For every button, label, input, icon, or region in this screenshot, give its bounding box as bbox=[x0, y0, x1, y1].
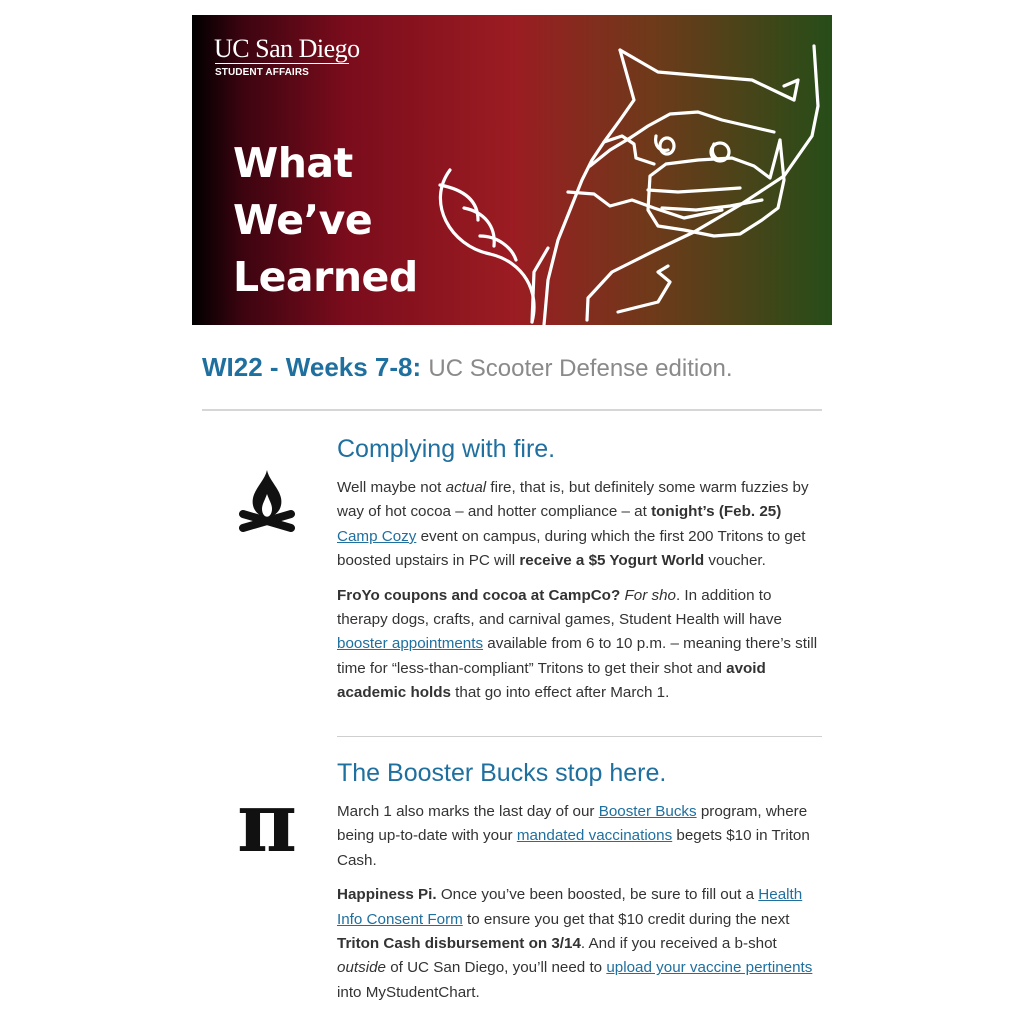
text-run: begets $10 in Triton Cash. bbox=[337, 827, 810, 869]
text-run: event on campus, during which the first 200 Tritons to get boosted upstairs in PC will bbox=[337, 527, 806, 570]
text-run: into MyStudentChart. bbox=[337, 983, 480, 1001]
article-title: The Booster Bucks stop here. bbox=[337, 759, 667, 787]
text-run: Well maybe not bbox=[337, 479, 446, 496]
booster-bucks-link[interactable]: Booster Bucks bbox=[598, 803, 697, 820]
text-run: available from 6 to 10 p.m. – meaning there’s still time for “less-than-compliant” Tritons to get their shot and bbox=[337, 635, 818, 677]
text-run: program, where being up-to-date with your bbox=[337, 803, 808, 845]
ucsd-logo-subtitle: STUDENT AFFAIRS bbox=[215, 67, 309, 78]
text-run: . And if you received a b-shot bbox=[580, 935, 777, 953]
newsletter-banner bbox=[192, 15, 832, 325]
mandated-vaccinations-link[interactable]: mandated vaccinations bbox=[516, 827, 673, 845]
bold-text: FroYo coupons and cocoa at CampCo? bbox=[337, 586, 621, 604]
emphasis-text: actual bbox=[445, 479, 487, 496]
text-run: fire, that is, but definitely some warm fuzzies by way of hot cocoa – and hotter compliance – at bbox=[337, 479, 809, 521]
camp-cozy-link[interactable]: Camp Cozy bbox=[337, 527, 417, 545]
article-paragraph bbox=[337, 800, 824, 873]
banner-title-line: What bbox=[233, 139, 353, 187]
triton-mascot-illustration bbox=[422, 40, 832, 325]
pi-icon bbox=[236, 793, 298, 857]
upload-vaccine-pertinents-link[interactable]: upload your vaccine pertinents bbox=[606, 959, 813, 977]
emphasis-text: For sho bbox=[624, 586, 676, 604]
section-divider bbox=[202, 409, 822, 411]
banner-title-line: We’ve bbox=[233, 196, 373, 244]
text-run: . In addition to therapy dogs, crafts, and carnival games, Student Health will have bbox=[337, 586, 782, 629]
text-run: to ensure you get that $10 credit during the next bbox=[462, 910, 790, 928]
text-run: that go into effect after March 1. bbox=[450, 684, 670, 702]
banner-title-line: Learned bbox=[233, 253, 418, 301]
edition-subtitle: UC Scooter Defense edition. bbox=[428, 355, 733, 382]
article-divider bbox=[337, 736, 822, 737]
article-title: Complying with fire. bbox=[337, 435, 556, 463]
bold-text: tonight’s (Feb. 25) bbox=[651, 503, 782, 521]
logo-rule bbox=[215, 63, 349, 64]
bold-text: avoid academic holds bbox=[337, 659, 766, 702]
article-paragraph bbox=[337, 476, 824, 574]
article-paragraph bbox=[337, 584, 824, 706]
pi-glyph: π bbox=[236, 793, 298, 857]
text-run: March 1 also marks the last day of our bbox=[337, 803, 599, 820]
campfire-icon bbox=[236, 470, 298, 534]
bold-text: Happiness Pi. bbox=[337, 886, 437, 904]
text-run: voucher. bbox=[704, 552, 766, 570]
ucsd-logo-wordmark: UC San Diego bbox=[214, 34, 360, 63]
health-info-consent-form-link[interactable]: Health Info Consent Form bbox=[337, 886, 803, 928]
article-paragraph bbox=[337, 883, 824, 1005]
emphasis-text: outside bbox=[337, 959, 386, 977]
text-run: Once you’ve been boosted, be sure to fill out a bbox=[436, 886, 759, 904]
bold-text: receive a $5 Yogurt World bbox=[519, 552, 705, 570]
booster-appointments-link[interactable]: booster appointments bbox=[337, 635, 484, 653]
article-booster-bucks bbox=[337, 758, 824, 1015]
bold-text: Triton Cash disbursement on 3/14 bbox=[337, 935, 581, 953]
newsletter-headline bbox=[202, 350, 733, 386]
article-complying-with-fire bbox=[337, 434, 824, 716]
text-run: of UC San Diego, you’ll need to bbox=[385, 959, 607, 977]
edition-label: WI22 - Weeks 7-8: bbox=[202, 352, 422, 382]
